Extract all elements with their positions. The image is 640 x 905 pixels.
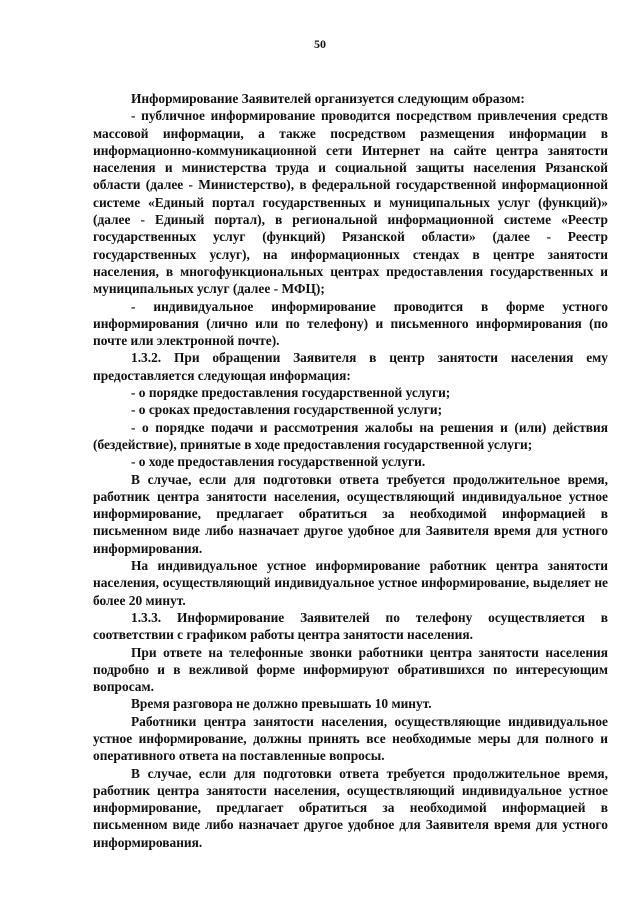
paragraph: 1.3.2. При обращении Заявителя в центр занятости населения ему предоставляется следующая информация:: [93, 350, 608, 383]
paragraph: - о порядке предоставления государственной услуги;: [131, 385, 451, 401]
paragraph: - индивидуальное информирование проводится в форме устного информирования (лично или по телефону) и письменного информирования (по почте или электронной почте).: [93, 298, 608, 349]
paragraph: В случае, если для подготовки ответа требуется продолжительное время, работник центра занятости населения, осуществляющий индивидуальное устное информирование, предлагает обратиться за необходимой информацией в письменном виде либо назначает другое удобное для Заявителя время для устного информирования.: [93, 471, 608, 556]
document-body: [93, 90, 608, 851]
paragraph: - о порядке подачи и рассмотрения жалобы на решения и (или) действия (бездействие), принятые в ходе предоставления государственной услуги;: [93, 419, 608, 452]
paragraph: - публичное информирование проводится посредством привлечения средств массовой информации, а также посредством размещения информации в информационно-коммуникационной сети Интернет на сайте центра занятости населения и министерства труда и социальной защиты населения Рязанской области (далее - Министерство), в федеральной государственной информационной системе «Единый портал государственных и муниципальных услуг (функций)» (далее - Единый портал), в региональной информационной системе «Реестр государственных услуг (функций) Рязанской области» (далее - Реестр государственных услуг), на информационных стендах в центре занятости населения, в многофункциональных центрах предоставления государственных и муниципальных услуг (далее - МФЦ);: [93, 108, 608, 297]
paragraph: Работники центра занятости населения, осуществляющие индивидуальное устное информирование, должны принять все необходимые меры для полного и оперативного ответа на поставленные вопросы.: [93, 713, 608, 764]
paragraph: - о сроках предоставления государственной услуги;: [131, 402, 443, 418]
paragraph: 1.3.3. Информирование Заявителей по телефону осуществляется в соответствии с графиком работы центра занятости населения.: [93, 609, 608, 643]
paragraph: Информирование Заявителей организуется следующим образом:: [131, 91, 525, 106]
paragraph: В случае, если для подготовки ответа требуется продолжительное время, работник центра занятости населения, осуществляющий индивидуальное устное информирование, предлагает обратиться за необходимой информацией в письменном виде либо назначает другое удобное для Заявителя время для устного информирования.: [93, 765, 608, 850]
paragraph: Время разговора не должно превышать 10 минут.: [131, 696, 432, 712]
paragraph: - о ходе предоставления государственной услуги.: [131, 454, 426, 470]
paragraph: На индивидуальное устное информирование работник центра занятости населения, осуществляющий индивидуальное устное информирование, выделяет не более 20 минут.: [93, 558, 608, 608]
paragraph: При ответе на телефонные звонки работники центра занятости населения подробно и в вежливой форме информируют обратившихся по интересующим вопросам.: [93, 644, 608, 695]
page-number: 50: [314, 37, 326, 51]
